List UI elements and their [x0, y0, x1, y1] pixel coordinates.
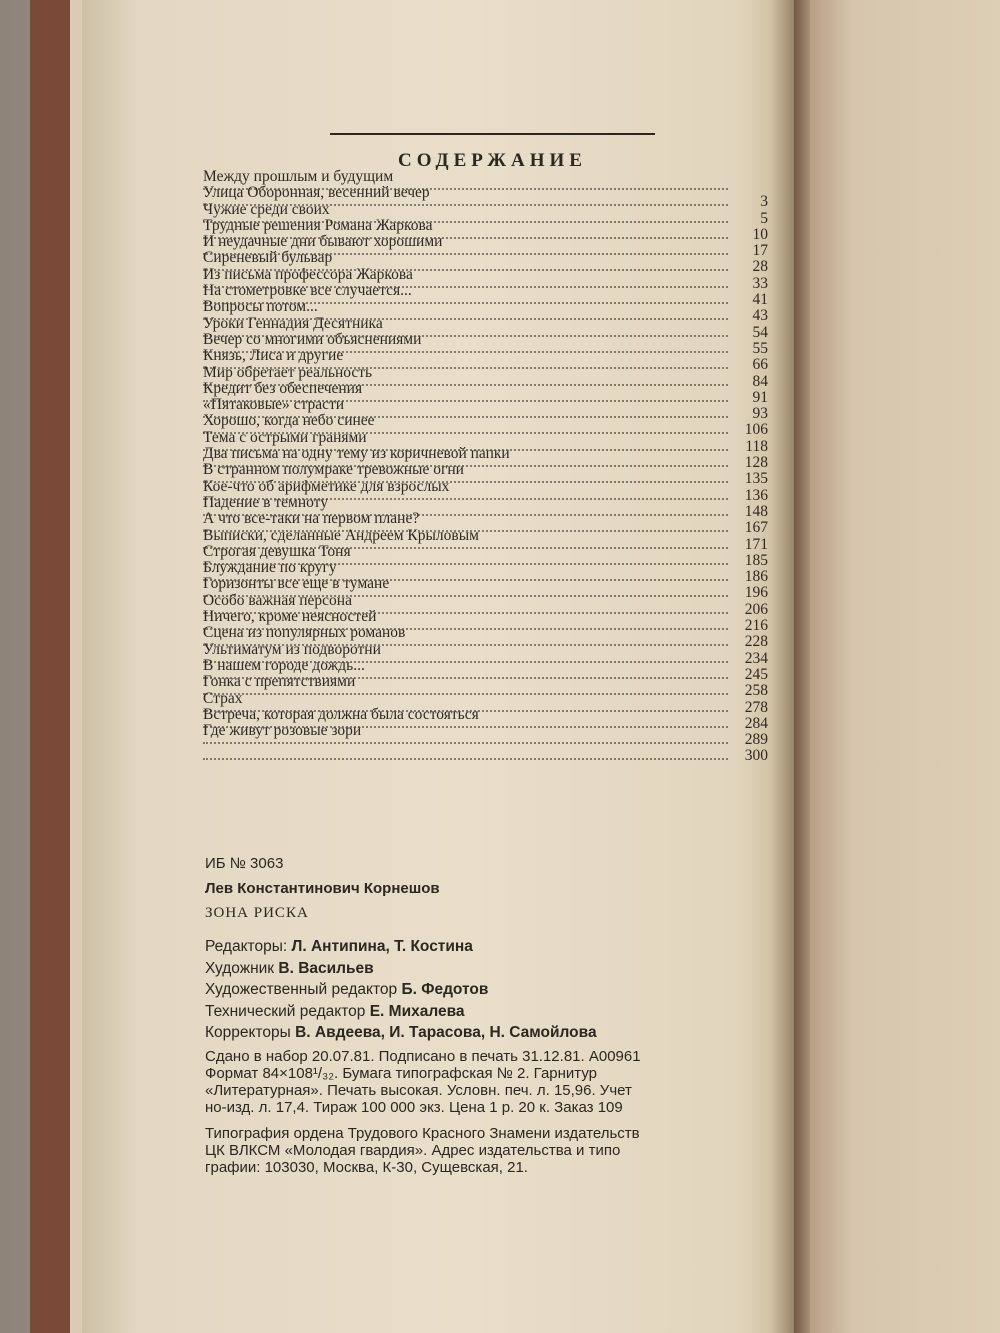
- toc-entry-title: И неудачные дни бывают хорошими: [203, 233, 443, 251]
- toc-entry-page: 55: [752, 339, 768, 357]
- toc-entry-title: Где живут розовые зори: [203, 722, 362, 740]
- publication-line: Формат 84×108¹/₃₂. Бумага типографская № 2. Гарнитур: [205, 1065, 598, 1082]
- toc-entry-page: 289: [744, 731, 768, 749]
- toc-entry-title: «Пятаковые» страсти: [203, 396, 345, 414]
- toc-entry-page: 41: [752, 291, 768, 309]
- credits: [205, 936, 597, 1044]
- toc-entry-page: 216: [744, 617, 768, 635]
- printer-line: ЦК ВЛКСМ «Молодая гвардия». Адрес издательства и типо: [205, 1142, 621, 1159]
- toc-entry-page: 258: [744, 682, 768, 700]
- credit-line: Художественный редактор Б. Федотов: [205, 981, 489, 998]
- publication-details: [205, 1048, 795, 1116]
- toc-entry-title: Строгая девушка Тоня: [203, 542, 351, 560]
- toc-entry-title: Вопросы потом...: [203, 298, 318, 316]
- toc-entry-page: 171: [744, 535, 768, 553]
- toc-entry-page: 284: [744, 714, 768, 732]
- toc-entry-title: В странном полумраке тревожные огни: [203, 461, 464, 479]
- title-rule: [330, 133, 655, 135]
- publication-line: Сдано в набор 20.07.81. Подписано в печать 31.12.81. А00961: [205, 1048, 641, 1065]
- toc-entry-title: Кредит без обеспечения: [203, 379, 363, 397]
- toc-entry-title: Уроки Геннадия Десятника: [203, 314, 383, 332]
- toc-entry-page: 228: [744, 633, 768, 651]
- toc-entry-title: Страх: [203, 689, 243, 707]
- toc-entry-title: Падение в темноту: [203, 493, 328, 511]
- toc-title: СОДЕРЖАНИЕ: [398, 150, 587, 171]
- toc-entry-page: 28: [752, 258, 768, 276]
- toc-entry-page: 84: [752, 372, 768, 390]
- toc-entry-page: 66: [752, 356, 768, 374]
- credit-line: Редакторы: Л. Антипина, Т. Костина: [205, 938, 473, 955]
- toc-entry-page: 10: [752, 225, 768, 243]
- toc-entry-page: 118: [745, 437, 768, 455]
- toc-entry: [203, 748, 768, 764]
- toc-entry-page: 3: [760, 193, 768, 211]
- toc-entry-title: Два письма на одну тему из коричневой папки: [203, 445, 510, 463]
- toc-entry-page: 135: [744, 470, 768, 488]
- book-title: ЗОНА РИСКА: [205, 905, 309, 921]
- printer-details: [205, 1125, 795, 1176]
- toc-entry-page: 43: [752, 307, 768, 325]
- credit-line: Технический редактор Е. Михалева: [205, 1002, 465, 1020]
- toc-entry-page: 185: [744, 551, 768, 569]
- toc-entry-title: Вечер со многими объяснениями: [203, 330, 422, 348]
- toc-entry-page: 300: [744, 747, 768, 765]
- toc-entry-title: Гонка с препятствиями: [203, 673, 356, 691]
- toc-entry-title: На стометровке все случается...: [203, 282, 412, 300]
- printer-line: графии: 103030, Москва, К-30, Сущевская, 21.: [205, 1159, 528, 1176]
- printer-line: Типография ордена Трудового Красного Знамени издательств: [205, 1125, 640, 1142]
- toc-entry-page: 148: [744, 502, 768, 520]
- toc-entry-page: 186: [744, 568, 768, 586]
- toc-entry-page: 106: [744, 421, 768, 439]
- toc-entry-page: 128: [744, 454, 768, 472]
- toc-entry-page: 234: [744, 649, 768, 667]
- toc-entry-page: 136: [744, 486, 768, 504]
- toc-entry-page: 245: [744, 665, 768, 683]
- toc-entry-title: Хорошо, когда небо синее: [203, 412, 375, 430]
- credit-line: Корректоры В. Авдеева, И. Тарасова, Н. Самойлова: [205, 1024, 597, 1041]
- toc-entry-title: Ультиматум из подворотни: [203, 640, 381, 658]
- toc-entry-title: Блуждание по кругу: [203, 559, 337, 577]
- toc-entry-title: Встреча, которая должна была состояться: [203, 705, 479, 723]
- toc-entry-title: Особо важная персона: [203, 591, 352, 609]
- toc-entry-page: 196: [744, 584, 768, 602]
- facing-page: [790, 0, 1000, 1333]
- toc-entry-title: Сцена из популярных романов: [203, 624, 406, 642]
- credit-line: Художник В. Васильев: [205, 959, 374, 977]
- toc-entry-title: Сиреневый бульвар: [203, 249, 333, 267]
- toc-entry-title: В нашем городе дождь...: [203, 656, 365, 674]
- toc-entry-title: Горизонты все еще в тумане: [203, 575, 390, 593]
- toc-entry-page: 5: [760, 209, 768, 227]
- publication-line: но-изд. л. 17,4. Тираж 100 000 экз. Цена 1 р. 20 к. Заказ 109: [205, 1099, 623, 1116]
- toc-entry-page: 206: [744, 600, 768, 618]
- toc-entry-title: Тема с острыми гранями: [203, 428, 367, 446]
- toc-entry-title: Ничего, кроме неясностей: [203, 608, 377, 626]
- toc-entry-title: Кое-что об арифметике для взрослых: [203, 477, 450, 495]
- toc-entry-title: Князь, Лиса и другие: [203, 347, 344, 365]
- toc-entry-title: А что все-таки на первом плане?: [203, 510, 420, 528]
- toc-entry-title: Из письма профессора Жаркова: [203, 265, 413, 283]
- toc-entry-title: Трудные решения Романа Жаркова: [203, 216, 433, 234]
- toc-entry-title: Мир обретает реальность: [203, 363, 373, 381]
- toc-entry-page: 278: [744, 698, 768, 716]
- publication-line: «Литературная». Печать высокая. Условн. печ. л. 15,96. Учет: [205, 1082, 632, 1099]
- toc-entry-page: 54: [752, 323, 768, 341]
- toc-entry-page: 17: [752, 242, 768, 260]
- toc-entry-title: Выписки, сделанные Андреем Крыловым: [203, 526, 479, 544]
- toc-entry-page: 33: [752, 274, 768, 292]
- toc-entry-title: Улица Оборонная, весенний вечер: [203, 184, 430, 202]
- author-name: Лев Константинович Корнешов: [205, 880, 440, 897]
- toc-entry-title: Чужие среди своих: [203, 200, 330, 218]
- dot-leader: [203, 742, 728, 760]
- toc-entry-page: 93: [752, 405, 768, 423]
- ib-number: ИБ № 3063: [205, 855, 284, 872]
- toc-entry-page: 167: [744, 519, 768, 537]
- toc-entry-title: Между прошлым и будущим: [203, 168, 394, 185]
- toc-list: [203, 168, 768, 765]
- toc-entry-page: 91: [752, 388, 768, 406]
